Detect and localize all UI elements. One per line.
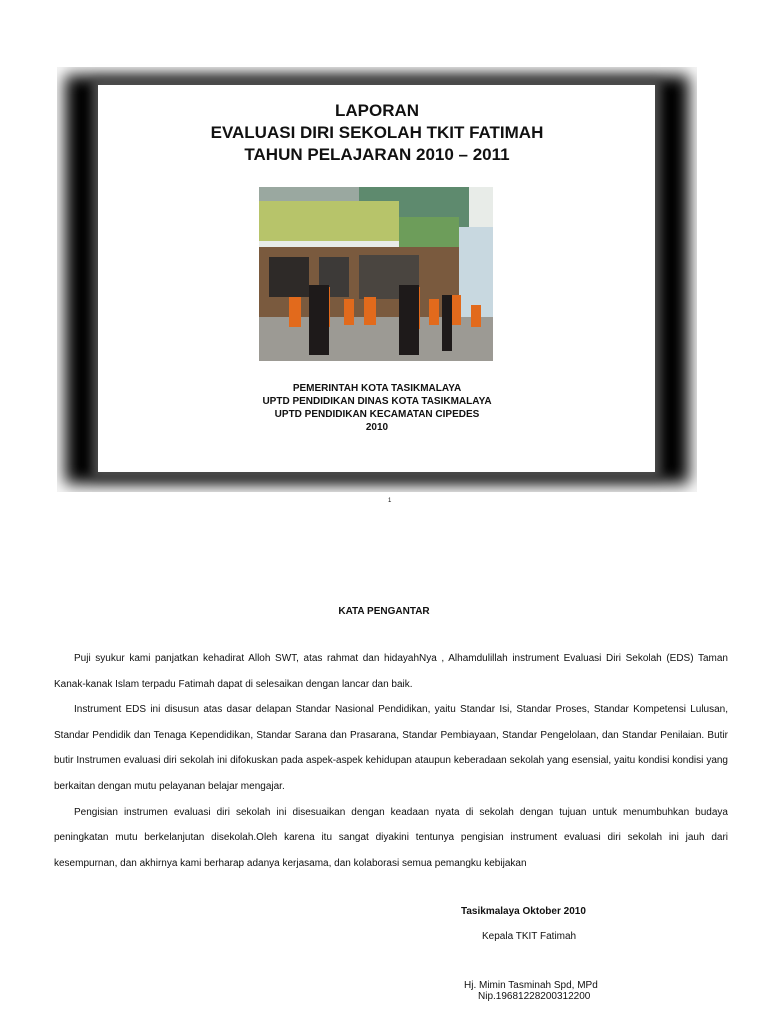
- foreword-paragraph: Pengisian instrumen evaluasi diri sekolah ini disesuaikan dengan keadaan nyata di sekolah dengan tujuan untuk menumbuhkan budaya peningkatan mutu berkelanjutan disekolah.Oleh karena itu sangat diyakini tentunya pengisian instrument evaluasi diri sekolah ini jauh dari kesempurnan, dan akhirnya kami berharap adanya kerjasama, dan kolaborasi semua pemangku kebijakan: [54, 806, 728, 869]
- org-line-3: UPTD PENDIDIKAN KECAMATAN CIPEDES: [274, 409, 480, 420]
- foreword-paragraph: Instrument EDS ini disusun atas dasar delapan Standar Nasional Pendidikan, yaitu Standar Isi, Standar Proses, Standar Kompetensi Lulusan, Standar Pendidik dan Tenaga Kependidikan, Standar Sarana dan Prasarana, Standar Pembiayaan, Standar Pengelolaan, dan Standar Penilaian. Butir butir Instrumen evaluasi diri sekolah ini difokuskan pada aspek-aspek kehidupan ataupun keberadaan sekolah yang esensial, yaitu kondisi kondisi yang berkaitan dengan mutu pelayanan belajar mengajar.: [54, 704, 728, 792]
- org-line-2: UPTD PENDIDIKAN DINAS KOTA TASIKMALAYA: [262, 396, 492, 407]
- cover-title-line-2: EVALUASI DIRI SEKOLAH TKIT FATIMAH: [210, 123, 544, 142]
- cover-title-line-3: TAHUN PELAJARAN 2010 – 2011: [244, 145, 510, 164]
- signer-position: Kepala TKIT Fatimah: [482, 931, 577, 942]
- organization-block: [57, 382, 697, 434]
- org-line-1: PEMERINTAH KOTA TASIKMALAYA: [292, 383, 462, 394]
- foreword-heading: KATA PENGANTAR: [338, 606, 430, 617]
- signer-nip: Nip.19681228200312200: [478, 991, 591, 1002]
- foreword-body: [54, 646, 728, 876]
- place-date: Tasikmalaya Oktober 2010: [461, 906, 586, 917]
- org-year: 2010: [365, 422, 389, 433]
- school-photo: [259, 187, 493, 361]
- foreword-paragraph: Puji syukur kami panjatkan kehadirat Alloh SWT, atas rahmat dan hidayahNya , Alhamdulillah instrument Evaluasi Diri Sekolah (EDS) Taman Kanak-kanak Islam terpadu Fatimah dapat di selesaikan dengan lancar dan baik.: [54, 653, 728, 690]
- cover-title-line-1: LAPORAN: [334, 101, 420, 120]
- signer-name: Hj. Mimin Tasminah Spd, MPd: [464, 980, 598, 991]
- page-number: 1: [388, 498, 392, 504]
